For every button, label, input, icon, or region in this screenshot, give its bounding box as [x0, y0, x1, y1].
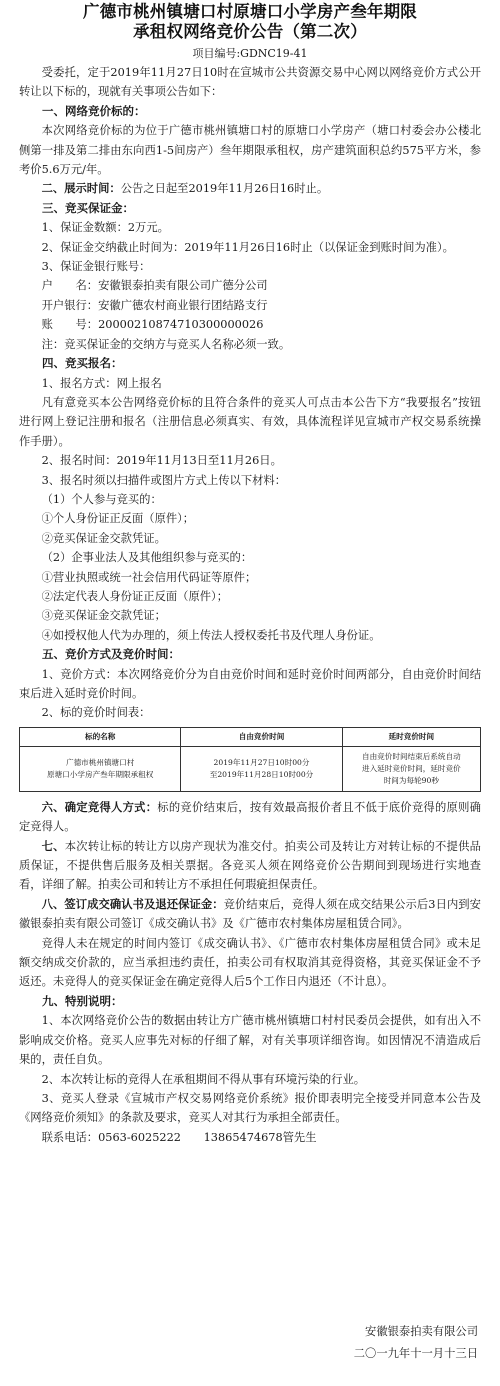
section-7-heading: 七、: [41, 839, 65, 853]
section-4-heading: 四、竞买报名：: [42, 356, 123, 371]
table-cell-delay-time: [342, 746, 480, 791]
title-line-2: 承租权网络竞价公告（第二次）: [133, 22, 367, 41]
cell-line: 至2019年11月28日10时00分: [209, 769, 314, 779]
account-number-label: 账 号：: [41, 318, 99, 332]
section-3-item: 3、保证金银行账号：: [41, 260, 151, 274]
section-5-item: 2、标的竞价时间表：: [41, 706, 151, 720]
signature-company: 安徽银泰拍卖有限公司: [365, 1325, 478, 1338]
section-8-body-2: 竞得人未在规定的时间内签订《成交确认书》、《广德市农村集体房屋租赁合同》或未足额交纳成交价款的，应当承担违约责任，拍卖公司有权取消其竞得资格，其竞买保证金不予返还。未竞得人的竞买保证金在确定竞得人后5个工作日内退还（不计息）。: [19, 936, 481, 989]
account-number-row: [19, 315, 481, 334]
section-1-body: 本次网络竞价标的为位于广德市桃州镇塘口村的原塘口小学房产（塘口村委会办公楼北侧第一排及第二排由东向西1-5间房产）叁年期限承租权，房产建筑面积总约575平方米，参考价5.6万元/年。: [19, 124, 481, 177]
section-5-heading: 五、竞价方式及竞价时间：: [42, 647, 180, 662]
section-2-heading: 二、展示时间：: [41, 182, 121, 196]
section-3-heading: 三、竞买保证金：: [42, 200, 134, 215]
section-4-item: ③竞买保证金交款凭证；: [41, 609, 166, 623]
section-6-body: 标的竞价结束后，按有效最高报价者且不低于底价竞得的原则确定竞得人。: [19, 800, 481, 834]
section-1-heading: 一、网络竞价标的：: [42, 103, 146, 118]
cell-line: 2019年11月27日10时00分: [213, 757, 310, 767]
section-9-item: 1、本次网络竞价公告的数据由转让方广德市桃州镇塘口村村民委员会提供，如有出入不影响成交价格。竞买人应事先对标的仔细了解，对有关事项详细咨询。如因情况不清造成后果的，责任自负。: [19, 1014, 481, 1067]
section-8-body: 竞价结束后，竞得人须在成交结果公示后3日内到安徽银泰拍卖有限公司签订《成交确认书》及《广德市农村集体房屋租赁合同》。: [19, 897, 481, 931]
section-4-item: ④如授权他人代为办理的，须上传法人授权委托书及代理人身份证。: [41, 628, 381, 642]
announcement-title: [19, 0, 481, 42]
section-4-item: 2、报名时间：2019年11月13日至11月26日。: [41, 454, 282, 468]
cell-line: 时间为每轮90秒: [383, 775, 439, 785]
section-9-item: 2、本次转让标的竞得人在承租期间不得从事有环境污染的行业。: [41, 1072, 366, 1086]
account-bank-label: 开户银行：: [41, 298, 99, 312]
section-8: [19, 895, 481, 934]
contact-label: 联系电话：: [41, 1130, 99, 1144]
project-number: 项目编号:GDNC19-41: [192, 47, 308, 60]
section-4-item: ②竞买保证金交款凭证。: [41, 531, 166, 545]
cell-line: 广德市桃州镇塘口村: [66, 757, 135, 767]
section-4-item: 1、报名方式：网上报名: [41, 376, 162, 390]
account-name-label: 户 名：: [41, 279, 99, 293]
section-4-item: ②法定代表人身份证正反面（原件）；: [41, 589, 228, 603]
section-3-item: 1、保证金数额：2万元。: [41, 221, 169, 235]
section-4-item: 凡有意竞买本公告网络竞价标的且符合条件的竞买人可点击本公告下方“我要报名”按钮进行网上登记注册和报名（注册信息必须真实、有效，具体流程详见宣城市产权交易系统操作手册）。: [19, 395, 481, 448]
section-4-item: 3、报名时须以扫描件或图片方式上传以下材料：: [41, 473, 287, 487]
section-4-item: ①个人身份证正反面（原件）；: [41, 512, 195, 526]
account-bank-value: 安徽广德农村商业银行团结路支行: [98, 298, 268, 312]
section-2-body: 公告之日起至2019年11月26日16时止。: [120, 182, 329, 196]
section-4-item: ①营业执照或统一社会信用代码证等原件；: [41, 570, 257, 584]
section-7-body: 本次转让标的转让方以房产现状为准交付。拍卖公司及转让方对转让标的不提供品质保证，不提供售后服务及相关票据。各竞买人须在网络竞价公告期间到现场进行实地查看，详细了解。拍卖公司和转让方不承担任何瑕疵担保责任。: [19, 839, 481, 892]
section-6: [19, 798, 481, 837]
table-header-row: [20, 727, 481, 746]
contact-phones: 0563-6025222 13865474678管先生: [98, 1130, 317, 1144]
section-6-heading: 六、确定竞得人方式：: [41, 800, 158, 814]
section-8-heading: 八、签订成交确认书及退还保证金：: [41, 897, 224, 911]
table-row: [20, 746, 481, 791]
table-header: 延时竞价时间: [342, 727, 480, 746]
table-cell-free-time: [181, 746, 342, 791]
account-name-value: 安徽银泰拍卖有限公司广德分公司: [98, 279, 268, 293]
section-7: [19, 837, 481, 895]
cell-line: 自由竞价时间结束后系统自动: [361, 751, 461, 761]
signature-date: 二〇一九年十一月十三日: [353, 1347, 478, 1360]
table-header: 标的名称: [20, 727, 181, 746]
title-line-1: 广德市桃州镇塘口村原塘口小学房产叁年期限: [83, 2, 417, 21]
contact-line: [19, 1128, 481, 1147]
section-9-heading: 九、特别说明：: [42, 993, 123, 1008]
section-4-item: （2）企事业法人及其他组织参与竞买的：: [41, 551, 253, 565]
account-bank-row: [19, 296, 481, 315]
section-3-note: 注：竞买保证金的交纳方与竞买人名称必须一致。: [41, 337, 291, 351]
bidding-schedule-table: [19, 727, 481, 792]
account-name-row: [19, 276, 481, 295]
section-3-item: 2、保证金交纳截止时间为：2019年11月26日16时止（以保证金到账时间为准）。: [41, 240, 454, 254]
section-5-item: 1、竞价方式：本次网络竞价分为自由竞价时间和延时竞价时间两部分，自由竞价时间结束后进入延时竞价时间。: [19, 667, 481, 700]
section-2: [19, 179, 481, 198]
table-cell-lot-name: [20, 746, 181, 791]
section-9-item: 3、竞买人登录《宣城市产权交易网络竞价系统》报价即表明完全接受并同意本公告及《网络竞价须知》的条款及要求，竞买人对其行为承担全部责任。: [19, 1091, 481, 1125]
table-header: 自由竞价时间: [181, 727, 342, 746]
cell-line: 原塘口小学房产叁年期限承租权: [47, 769, 154, 779]
intro-paragraph: 受委托，定于2019年11月27日10时在宣城市公共资源交易中心网以网络竞价方式公开转让以下标的，现就有关事项公告如下：: [19, 66, 481, 99]
account-number-value: 20000210874710300000026: [98, 318, 264, 332]
cell-line: 进入延时竞价时间，延时竞价: [361, 763, 461, 773]
section-4-item: （1）个人参与竞买的：: [41, 492, 162, 506]
